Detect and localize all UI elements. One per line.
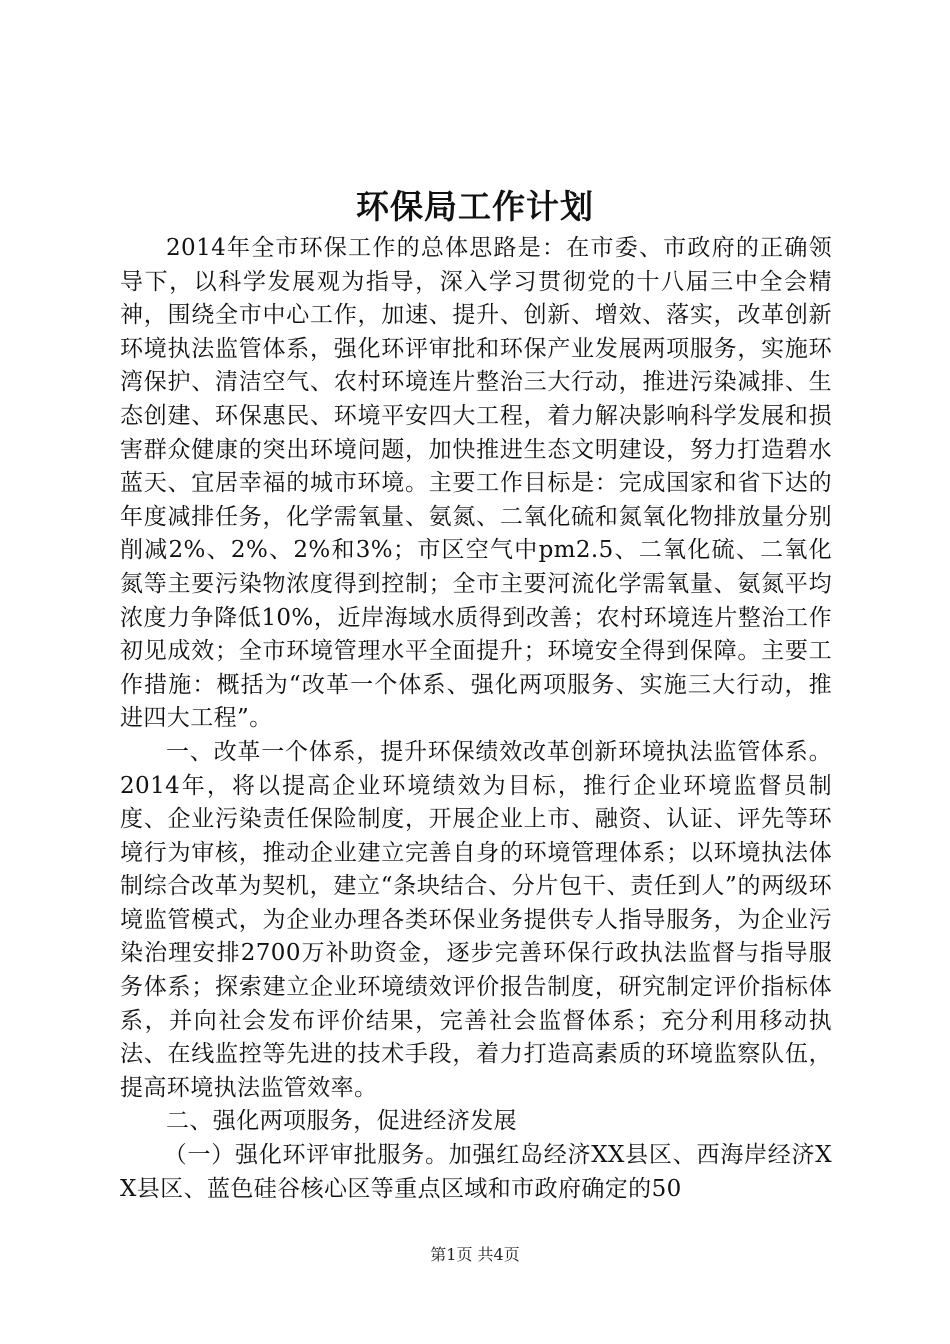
page-footer: 第1页 共4页 bbox=[430, 1245, 520, 1264]
document-body bbox=[120, 232, 832, 1206]
heading-section-two: 二、强化两项服务，促进经济发展 bbox=[166, 1108, 517, 1135]
paragraph-subsection-one: （一）强化环评审批服务。加强红岛经济XX县区、西海岸经济XX县区、蓝色硅谷核心区等重点区域和市政府确定的50 bbox=[120, 1142, 832, 1202]
document-title: 环保局工作计划 bbox=[356, 187, 594, 226]
paragraph-overview: 2014年全市环保工作的总体思路是：在市委、市政府的正确领导下，以科学发展观为指导，深入学习贯彻党的十八届三中全会精神，围绕全市中心工作，加速、提升、创新、增效、落实，改革创新环境执法监管体系，强化环评审批和环保产业发展两项服务，实施环湾保护、清洁空气、农村环境连片整治三大行动，推进污染减排、生态创建、环保惠民、环境平安四大工程，着力解决影响科学发展和损害群众健康的突出环境问题，加快推进生态文明建设，努力打造碧水蓝天、宜居幸福的城市环境。主要工作目标是：完成国家和省下达的年度减排任务，化学需氧量、氨氮、二氧化硫和氮氧化物排放量分别削减2%、2%、2%和3%；市区空气中pm2.5、二氧化硫、二氧化氮等主要污染物浓度得到控制；全市主要河流化学需氧量、氨氮平均浓度力争降低10%，近岸海域水质得到改善；农村环境连片整治工作初见成效；全市环境管理水平全面提升；环境安全得到保障。主要工作措施：概括为“改革一个体系、强化两项服务、实施三大行动，推进四大工程”。 bbox=[120, 235, 832, 732]
paragraph-section-one: 一、改革一个体系，提升环保绩效改革创新环境执法监管体系。2014年，将以提高企业环境绩效为目标，推行企业环境监督员制度、企业污染责任保险制度，开展企业上市、融资、认证、评先等环境行为审核，推动企业建立完善自身的环境管理体系；以环境执法体制综合改革为契机，建立“条块结合、分片包干、责任到人”的两级环境监管模式，为企业办理各类环保业务提供专人指导服务，为企业污染治理安排2700万补助资金，逐步完善环保行政执法监督与指导服务体系；探索建立企业环境绩效评价报告制度，研究制定评价指标体系，并向社会发布评价结果，完善社会监督体系；充分利用移动执法、在线监控等先进的技术手段，着力打造高素质的环境监察队伍，提高环境执法监管效率。 bbox=[120, 738, 832, 1101]
